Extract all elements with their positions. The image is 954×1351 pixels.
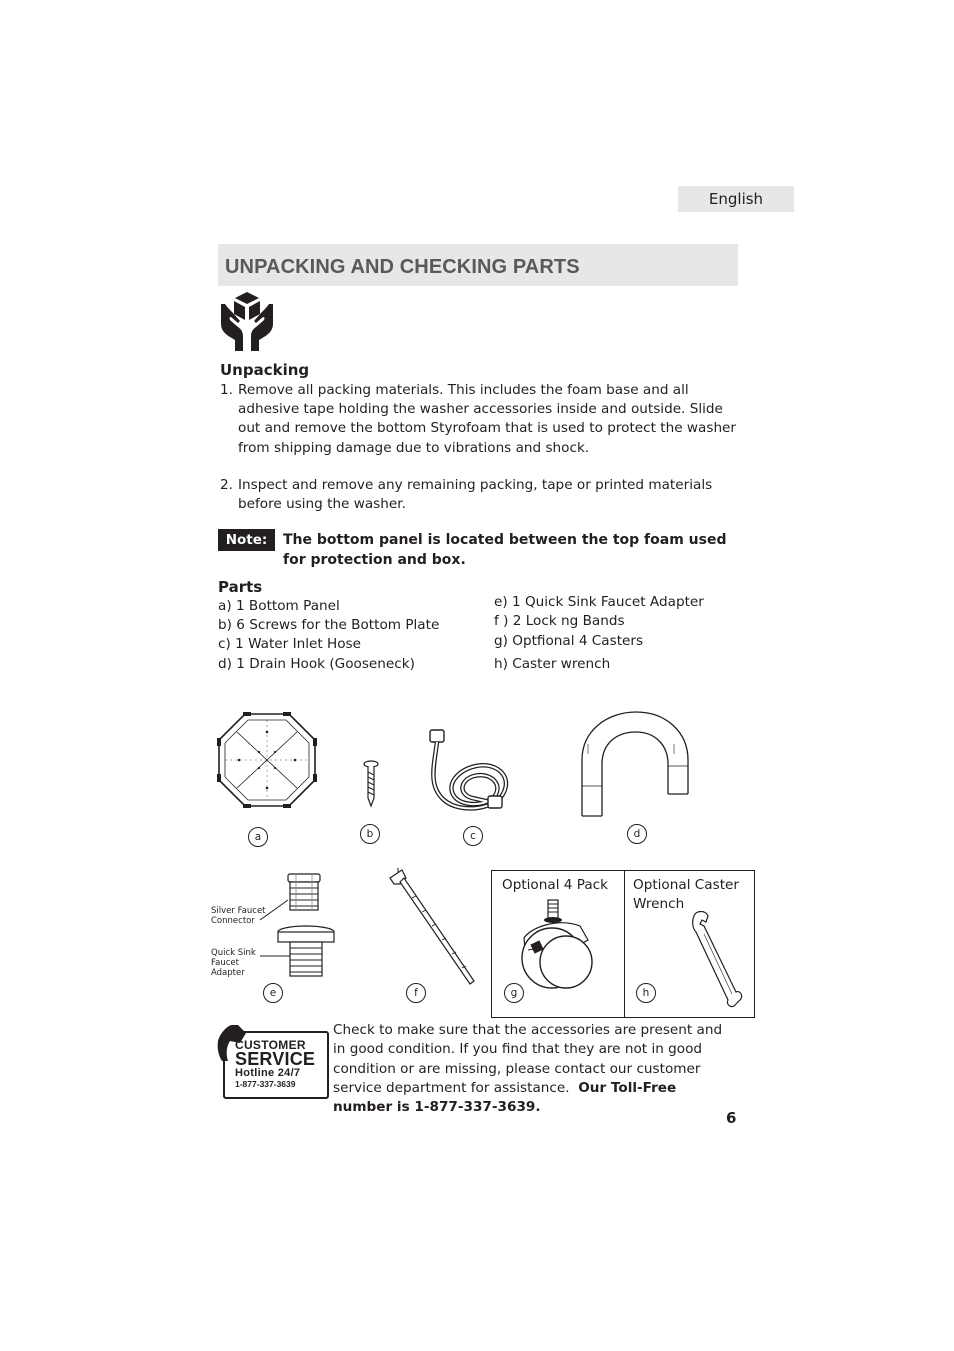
section-title: UNPACKING AND CHECKING PARTS <box>225 256 580 278</box>
note-badge: Note: <box>218 529 275 551</box>
unpacking-step-2 <box>220 476 738 514</box>
optional-wrench-label: Optional Caster Wrench <box>633 877 739 912</box>
part-item-f: f ) 2 Lock ng Bands <box>494 613 625 629</box>
check-text: Check to make sure that the accessories are present and in good condition. If you find that they are not in good condition or are missing, please contact our customer service department for assistance. <box>333 1022 723 1096</box>
silver-faucet-connector-label: Silver Faucet Connector <box>211 906 266 926</box>
service-line-4: 1-877-337-3639 <box>235 1079 296 1089</box>
part-item-a: a) 1 Bottom Panel <box>218 598 340 614</box>
bottom-panel-figure <box>217 712 317 808</box>
caster-wrench-figure <box>690 908 746 1008</box>
page-number: 6 <box>726 1109 737 1127</box>
parts-heading: Parts <box>218 578 263 596</box>
handle-with-care-icon <box>218 290 276 352</box>
figure-label-e: e <box>263 983 283 1003</box>
step-text: Remove all packing materials. This includes the foam base and all adhesive tape holding the washer accessories inside and outside. Slide out and remove the bottom Styrofoam that is used to protect the washer from shipping damage due to vibrations and shock. <box>238 382 737 456</box>
customer-service-badge <box>223 1031 329 1099</box>
quick-sink-adapter-label: Quick Sink Faucet Adapter <box>211 948 256 978</box>
optional-pack-label: Optional 4 Pack <box>502 877 609 893</box>
step-number: 1. <box>220 382 233 398</box>
check-paragraph <box>333 1021 737 1117</box>
section-title-bar <box>218 244 738 286</box>
note-text: The bottom panel is located between the top foam used for protection and box. <box>283 532 727 568</box>
part-item-c: c) 1 Water Inlet Hose <box>218 636 361 652</box>
faucet-adapter-figure <box>260 870 356 980</box>
part-item-b: b) 6 Screws for the Bottom Plate <box>218 617 440 633</box>
unpacking-heading: Unpacking <box>220 361 310 379</box>
figure-label-f: f <box>406 983 426 1003</box>
part-item-g: g) Optfional 4 Casters <box>494 633 644 649</box>
figure-label-h: h <box>636 983 656 1003</box>
figure-label-b: b <box>360 824 380 844</box>
drain-hook-figure <box>574 708 694 820</box>
figure-label-g: g <box>504 983 524 1003</box>
service-line-3: Hotline 24/7 <box>235 1067 301 1079</box>
figure-label-a: a <box>248 827 268 847</box>
optional-parts-divider <box>624 870 625 1018</box>
screw-figure <box>362 760 380 808</box>
language-tab: English <box>678 186 794 212</box>
service-line-1: CUSTOMER <box>235 1038 306 1052</box>
toll-free-text: Our Toll-Free number is 1-877-337-3639. <box>333 1079 677 1116</box>
figure-label-d: d <box>627 824 647 844</box>
part-item-h: h) Caster wrench <box>494 656 611 672</box>
locking-band-figure <box>386 868 482 990</box>
service-line-2: SERVICE <box>235 1049 316 1069</box>
part-item-d: d) 1 Drain Hook (Gooseneck) <box>218 656 415 672</box>
part-item-e: e) 1 Quick Sink Faucet Adapter <box>494 594 704 610</box>
caster-figure <box>512 898 606 996</box>
unpacking-step-1 <box>220 381 738 458</box>
water-inlet-hose-figure <box>424 726 516 818</box>
figure-label-c: c <box>463 826 483 846</box>
step-text: Inspect and remove any remaining packing, tape or printed materials before using the washer. <box>238 477 713 513</box>
step-number: 2. <box>220 477 233 493</box>
